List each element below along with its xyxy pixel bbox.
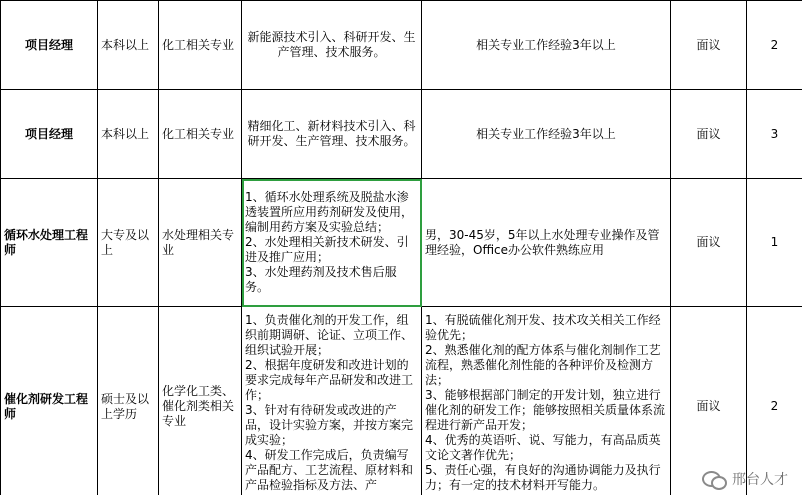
duties-cell[interactable]	[242, 307, 422, 495]
count-cell[interactable]: 2	[747, 307, 802, 495]
count-cell[interactable]: 1	[747, 179, 802, 307]
salary-cell[interactable]: 面议	[671, 1, 747, 90]
duty-line: 3、水处理药剂及技术售后服务。	[245, 265, 397, 294]
duties-cell[interactable]: 新能源技术引入、科研开发、生产管理、技术服务。	[242, 1, 422, 90]
duty-line: 2、根据年度研发和改进计划的要求完成每年产品研发和改进工作；	[245, 357, 414, 402]
wechat-icon	[702, 469, 726, 489]
education-cell[interactable]: 硕士及以上学历	[98, 307, 159, 495]
table-row	[1, 90, 802, 179]
duties-cell-selected[interactable]	[242, 179, 422, 307]
position-cell[interactable]: 项目经理	[1, 90, 98, 179]
duty-line: 2、水处理相关新技术研发、引进及推广应用；	[245, 235, 409, 264]
major-cell[interactable]: 化工相关专业	[159, 1, 242, 90]
major-cell[interactable]: 水处理相关专业	[159, 179, 242, 307]
requirement-line: 2、熟悉催化剂的配方体系与催化剂制作工艺流程，熟悉催化剂性能的各种评价及检测方法；	[425, 342, 661, 387]
major-cell[interactable]: 化工相关专业	[159, 90, 242, 179]
major-cell[interactable]: 化学化工类、催化剂类相关专业	[159, 307, 242, 495]
duties-cell[interactable]: 精细化工、新材料技术引入、科研开发、生产管理、技术服务。	[242, 90, 422, 179]
watermark-text: 邢台人才	[732, 472, 788, 488]
duty-line: 3、针对有待研发或改进的产品，设计实验方案，并按方案完成实验；	[245, 402, 414, 447]
requirements-cell[interactable]: 男，30-45岁，5年以上水处理专业操作及管理经验，Office办公软件熟练应用	[422, 179, 671, 307]
table-row	[1, 307, 802, 495]
table-row	[1, 179, 802, 307]
duty-line: 1、循环水处理系统及脱盐水渗透装置所应用药剂研发及使用，编制用药方案及实验总结；	[245, 190, 414, 234]
duty-line: 4、研发工作完成后，负责编写产品配方、工艺流程、原材料和产品检验指标及方法、产	[245, 447, 414, 492]
table-row	[1, 1, 802, 90]
requirement-line: 5、责任心强，有良好的沟通协调能力及执行力；有一定的技术材料开写能力。	[425, 462, 661, 492]
requirements-cell[interactable]: 相关专业工作经验3年以上	[422, 1, 671, 90]
requirements-cell[interactable]: 相关专业工作经验3年以上	[422, 90, 671, 179]
position-cell[interactable]: 催化剂研发工程师	[1, 307, 98, 495]
salary-cell[interactable]: 面议	[671, 179, 747, 307]
count-cell[interactable]: 2	[747, 1, 802, 90]
education-cell[interactable]: 本科以上	[98, 1, 159, 90]
duty-line: 1、负责催化剂的开发工作，组织前期调研、论证、立项工作、组织试验开展；	[245, 312, 414, 357]
count-cell[interactable]: 3	[747, 90, 802, 179]
salary-cell[interactable]: 面议	[671, 90, 747, 179]
requirement-line: 1、有脱硫催化剂开发、技术攻关相关工作经验优先；	[425, 312, 661, 342]
requirement-line: 3、能够根据部门制定的开发计划，独立进行催化剂的研发工作；能够按照相关质量体系流程进行新产品开发；	[425, 387, 666, 432]
requirements-cell[interactable]	[422, 307, 671, 495]
watermark	[702, 469, 788, 489]
salary-cell[interactable]: 面议	[671, 307, 747, 495]
position-cell[interactable]: 循环水处理工程师	[1, 179, 98, 307]
position-cell[interactable]: 项目经理	[1, 1, 98, 90]
education-cell[interactable]: 大专及以上	[98, 179, 159, 307]
education-cell[interactable]: 本科以上	[98, 90, 159, 179]
requirement-line: 4、优秀的英语听、说、写能力，有高品质英文论文著作优先；	[425, 432, 661, 462]
